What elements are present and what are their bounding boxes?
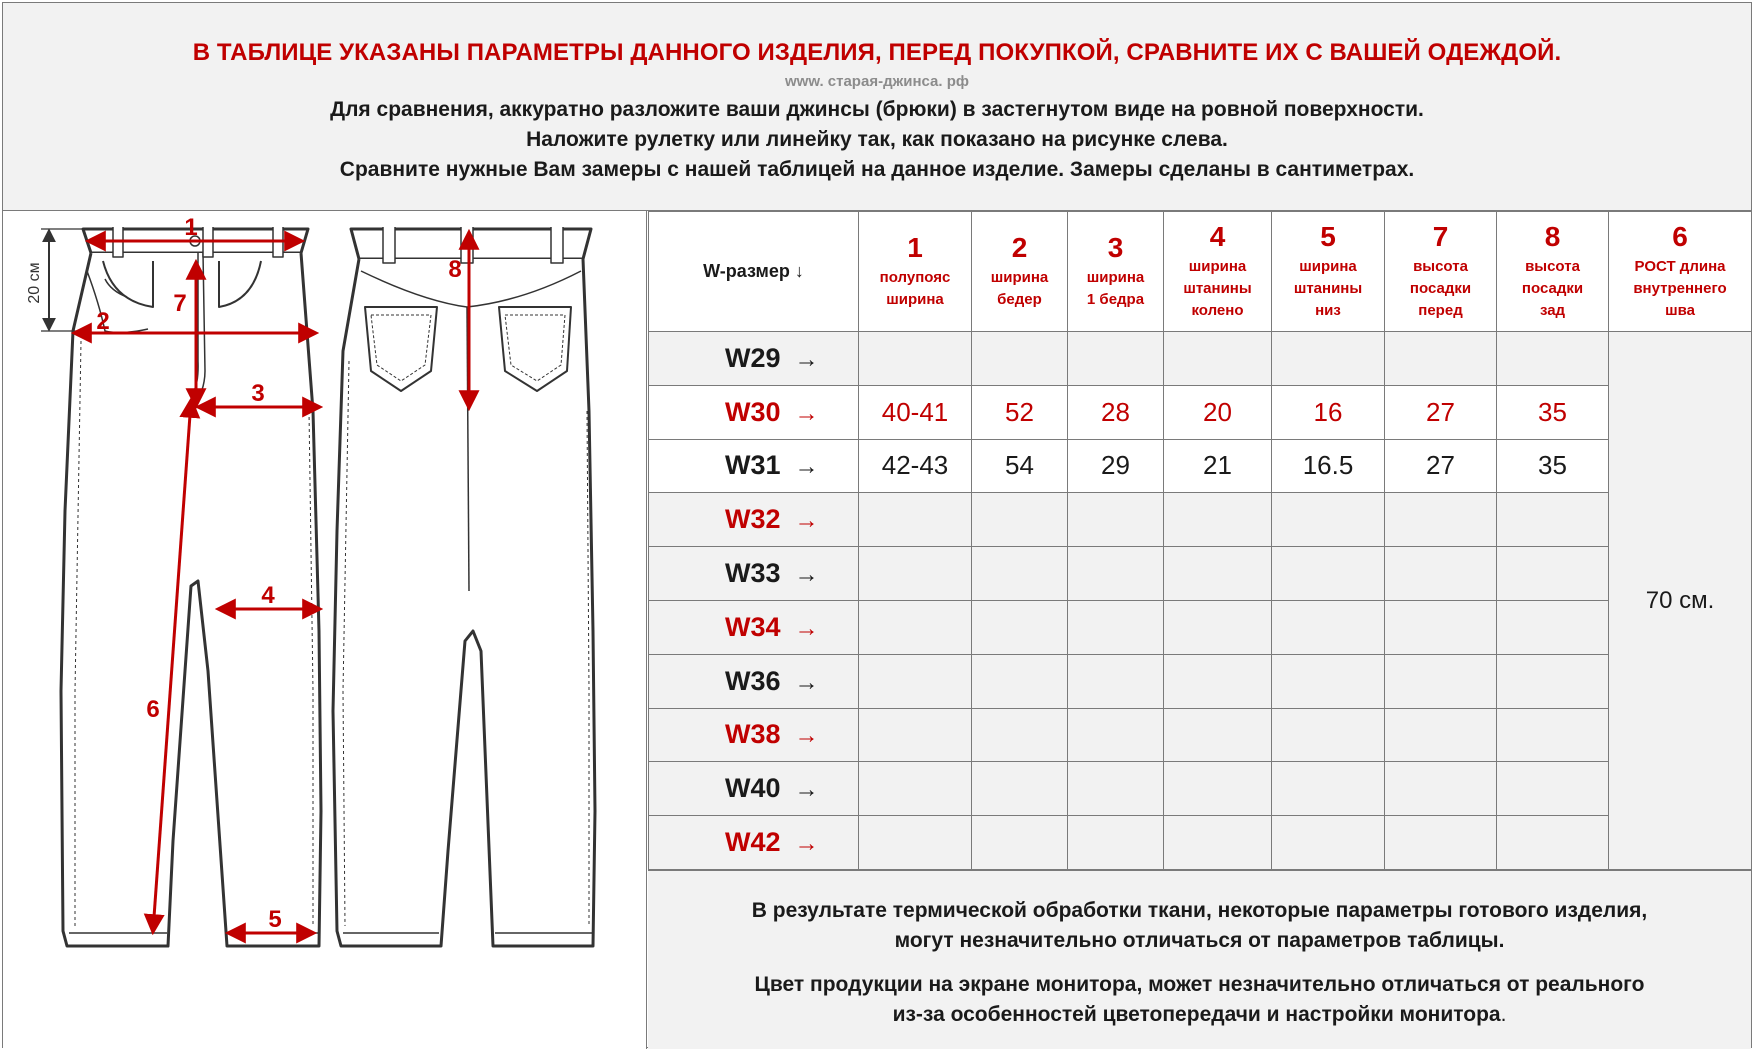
value-cell xyxy=(1272,600,1385,654)
size-cell: W42 → xyxy=(649,816,859,870)
measure-5-label: 5 xyxy=(268,906,282,933)
value-cell xyxy=(859,708,972,762)
col-header-8: 8 высота посадки зад xyxy=(1497,212,1609,332)
value-cell xyxy=(1068,816,1164,870)
value-cell xyxy=(972,762,1068,816)
jeans-measurement-drawing xyxy=(3,211,647,1049)
value-cell xyxy=(1068,600,1164,654)
col-header-4: 4 ширина штанины колено xyxy=(1164,212,1272,332)
measure-3-label: 3 xyxy=(251,380,265,407)
w-size-header: W-размер ↓ xyxy=(649,212,859,332)
value-cell: 42-43 xyxy=(859,439,972,493)
value-cell xyxy=(972,547,1068,601)
value-cell: 27 xyxy=(1385,439,1497,493)
table-row xyxy=(649,816,1752,870)
value-cell: 52 xyxy=(972,385,1068,439)
value-cell xyxy=(972,708,1068,762)
value-cell: 40-41 xyxy=(859,385,972,439)
value-cell xyxy=(972,816,1068,870)
value-cell xyxy=(1164,493,1272,547)
instruction-line-1: Для сравнения, аккуратно разложите ваши джинсы (брюки) в застегнутом виде на ровной поверхности. xyxy=(330,98,1424,121)
value-cell xyxy=(972,654,1068,708)
value-cell xyxy=(1068,547,1164,601)
value-cell xyxy=(972,600,1068,654)
value-cell xyxy=(1164,600,1272,654)
value-cell xyxy=(1272,816,1385,870)
value-cell xyxy=(1164,654,1272,708)
value-cell xyxy=(1385,708,1497,762)
size-cell: W32 → xyxy=(649,493,859,547)
col-header-3: 3 ширина 1 бедра xyxy=(1068,212,1164,332)
value-cell: 28 xyxy=(1068,385,1164,439)
measure-4-label: 4 xyxy=(261,582,275,609)
value-cell xyxy=(1068,493,1164,547)
value-cell xyxy=(859,654,972,708)
size-cell: W34 → xyxy=(649,600,859,654)
value-cell: 27 xyxy=(1385,385,1497,439)
value-cell xyxy=(859,762,972,816)
value-cell xyxy=(1385,332,1497,386)
measure-2-label: 2 xyxy=(96,308,110,335)
size-cell: W31 → xyxy=(649,439,859,493)
value-cell xyxy=(1385,547,1497,601)
header-title: В ТАБЛИЦЕ УКАЗАНЫ ПАРАМЕТРЫ ДАННОГО ИЗДЕЛИЯ, ПЕРЕД ПОКУПКОЙ, СРАВНИТЕ ИХ С ВАШЕЙ ОДЕЖДОЙ. xyxy=(192,39,1562,66)
table-row xyxy=(649,762,1752,816)
table-row xyxy=(649,654,1752,708)
value-cell xyxy=(1497,708,1609,762)
measure-1-label: 1 xyxy=(184,214,198,241)
note-line-4: из-за особенностей цветопередачи и настройки монитора. xyxy=(892,1003,1507,1026)
size-table-body xyxy=(649,332,1752,870)
col-header-6: 6 РОСТ длина внутреннего шва xyxy=(1609,212,1752,332)
value-cell xyxy=(859,547,972,601)
value-cell xyxy=(1497,332,1609,386)
value-cell: 35 xyxy=(1497,439,1609,493)
note-line-1: В результате термической обработки ткани, некоторые параметры готового изделия, xyxy=(751,899,1648,922)
value-cell xyxy=(859,816,972,870)
col-header-2: 2 ширина бедер xyxy=(972,212,1068,332)
value-cell xyxy=(1164,547,1272,601)
value-cell xyxy=(1385,600,1497,654)
value-cell: 16.5 xyxy=(1272,439,1385,493)
value-cell xyxy=(1385,493,1497,547)
value-cell xyxy=(1497,816,1609,870)
site-address: www. старая-джинса. рф xyxy=(785,73,969,90)
instructions-header xyxy=(3,3,1751,211)
height-20cm-label: 20 см xyxy=(26,262,43,304)
size-cell: W29 → xyxy=(649,332,859,386)
value-cell xyxy=(859,332,972,386)
value-cell xyxy=(972,332,1068,386)
size-cell: W38 → xyxy=(649,708,859,762)
size-cell: W36 → xyxy=(649,654,859,708)
value-cell xyxy=(1272,547,1385,601)
value-cell xyxy=(1272,708,1385,762)
value-cell xyxy=(1164,816,1272,870)
col-header-5: 5 ширина штанины низ xyxy=(1272,212,1385,332)
note-line-3: Цвет продукции на экране монитора, может незначительно отличаться от реального xyxy=(754,973,1645,996)
value-cell xyxy=(1164,708,1272,762)
value-cell xyxy=(1272,762,1385,816)
value-cell xyxy=(1385,762,1497,816)
value-cell: 29 xyxy=(1068,439,1164,493)
value-cell xyxy=(972,493,1068,547)
value-cell: 21 xyxy=(1164,439,1272,493)
table-row xyxy=(649,708,1752,762)
size-cell: W33 → xyxy=(649,547,859,601)
value-cell xyxy=(1497,600,1609,654)
value-cell xyxy=(1272,493,1385,547)
disclaimer-note xyxy=(648,870,1751,1049)
value-cell xyxy=(1385,654,1497,708)
table-row xyxy=(649,600,1752,654)
value-cell xyxy=(1164,762,1272,816)
value-cell: 20 xyxy=(1164,385,1272,439)
instruction-line-3: Сравните нужные Вам замеры с нашей таблицей на данное изделие. Замеры сделаны в сантиметрах. xyxy=(339,158,1415,181)
value-cell: 16 xyxy=(1272,385,1385,439)
back-view xyxy=(333,227,595,946)
value-cell xyxy=(1497,654,1609,708)
value-cell xyxy=(1272,654,1385,708)
table-row xyxy=(649,547,1752,601)
jeans-diagram xyxy=(3,211,647,1049)
table-row xyxy=(649,493,1752,547)
measure-7-label: 7 xyxy=(173,290,187,317)
size-chart-frame xyxy=(2,2,1752,1048)
size-table xyxy=(648,211,1752,870)
value-cell: 54 xyxy=(972,439,1068,493)
size-cell: W40 → xyxy=(649,762,859,816)
measure-6-label: 6 xyxy=(146,696,160,723)
value-cell xyxy=(1068,708,1164,762)
value-cell xyxy=(1272,332,1385,386)
value-cell: 35 xyxy=(1497,385,1609,439)
table-row xyxy=(649,385,1752,439)
value-cell xyxy=(1068,654,1164,708)
instruction-line-2: Наложите рулетку или линейку так, как показано на рисунке слева. xyxy=(526,128,1228,151)
value-cell xyxy=(859,493,972,547)
value-cell xyxy=(1068,762,1164,816)
table-header-row xyxy=(649,212,1752,332)
value-cell xyxy=(1497,762,1609,816)
size-cell: W30 → xyxy=(649,385,859,439)
value-cell xyxy=(1164,332,1272,386)
measure-8-label: 8 xyxy=(448,256,462,283)
note-line-2: могут незначительно отличаться от параметров таблицы. xyxy=(894,929,1505,952)
table-row xyxy=(649,332,1752,386)
value-cell xyxy=(1497,547,1609,601)
value-cell xyxy=(1068,332,1164,386)
value-cell xyxy=(1385,816,1497,870)
col-header-1: 1 полупояс ширина xyxy=(859,212,972,332)
col-header-7: 7 высота посадки перед xyxy=(1385,212,1497,332)
value-cell xyxy=(1497,493,1609,547)
table-row xyxy=(649,439,1752,493)
inseam-value-cell: 70 см. xyxy=(1609,332,1752,870)
value-cell xyxy=(859,600,972,654)
